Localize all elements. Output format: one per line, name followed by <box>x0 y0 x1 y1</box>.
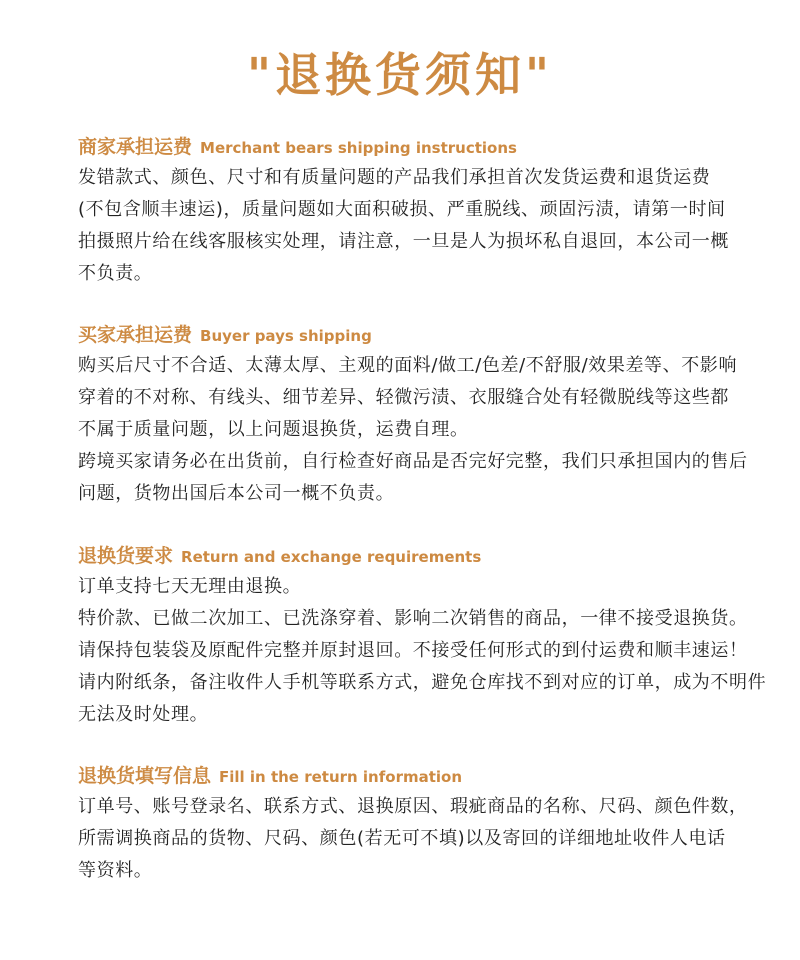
body-text-line: 穿着的不对称、有线头、细节差异、轻微污渍、衣服缝合处有轻微脱线等这些都 <box>78 387 729 408</box>
body-text-line: 订单号、账号登录名、联系方式、退换原因、瑕疵商品的名称、尺码、颜色件数， <box>78 796 748 817</box>
section-buyer-shipping <box>78 320 748 510</box>
section-heading <box>78 761 738 791</box>
body-text-line: 问题，货物出国后本公司一概不负责。 <box>78 483 395 504</box>
section-heading-zh: 商家承担运费 <box>78 136 193 158</box>
section-return-requirements <box>78 541 767 731</box>
body-text-line: 特价款、已做二次加工、已洗涤穿着、影响二次销售的商品，一律不接受退换货。 <box>78 608 748 629</box>
section-heading-en: Merchant bears shipping instructions <box>200 139 517 157</box>
section-heading-en: Buyer pays shipping <box>200 327 372 345</box>
section-merchant-shipping <box>78 132 738 290</box>
body-text-line: 所需调换商品的货物、尺码、颜色(若无可不填)以及寄回的详细地址收件人电话 <box>78 828 726 849</box>
section-heading <box>78 320 738 350</box>
body-text-line: 不负责。 <box>78 263 153 284</box>
body-text-line: 跨境买家请务必在出货前，自行检查好商品是否完好完整，我们只承担国内的售后 <box>78 451 748 472</box>
body-text-line: 等资料。 <box>78 860 153 881</box>
body-text-line: 购买后尺寸不合适、太薄太厚、主观的面料/做工/色差/不舒服/效果差等、不影响 <box>78 355 738 376</box>
section-heading-zh: 买家承担运费 <box>78 324 193 346</box>
page-title: "退换货须知" <box>247 48 553 102</box>
section-heading-zh: 退换货要求 <box>78 545 174 567</box>
body-text-line: 拍摄照片给在线客服核实处理，请注意，一旦是人为损坏私自退回，本公司一概 <box>78 231 729 252</box>
section-heading-en: Return and exchange requirements <box>181 548 482 566</box>
body-text-line: 不属于质量问题，以上问题退换货，运费自理。 <box>78 419 469 440</box>
section-heading <box>78 132 738 162</box>
body-text-line: 请保持包装袋及原配件完整并原封退回。不接受任何形式的到付运费和顺丰速运！ <box>78 640 748 661</box>
section-heading-en: Fill in the return information <box>219 768 463 786</box>
body-text-line: 无法及时处理。 <box>78 704 209 725</box>
body-text-line: 订单支持七天无理由退换。 <box>78 576 302 597</box>
body-text-line: 发错款式、颜色、尺寸和有质量问题的产品我们承担首次发货运费和退货运费 <box>78 167 711 188</box>
section-return-information <box>78 761 748 887</box>
section-heading <box>78 541 738 571</box>
section-heading-zh: 退换货填写信息 <box>78 765 212 787</box>
body-text-line: (不包含顺丰速运)，质量问题如大面积破损、严重脱线、顽固污渍，请第一时间 <box>78 199 726 220</box>
body-text-line: 请内附纸条，备注收件人手机等联系方式，避免仓库找不到对应的订单，成为不明件 <box>78 672 767 693</box>
